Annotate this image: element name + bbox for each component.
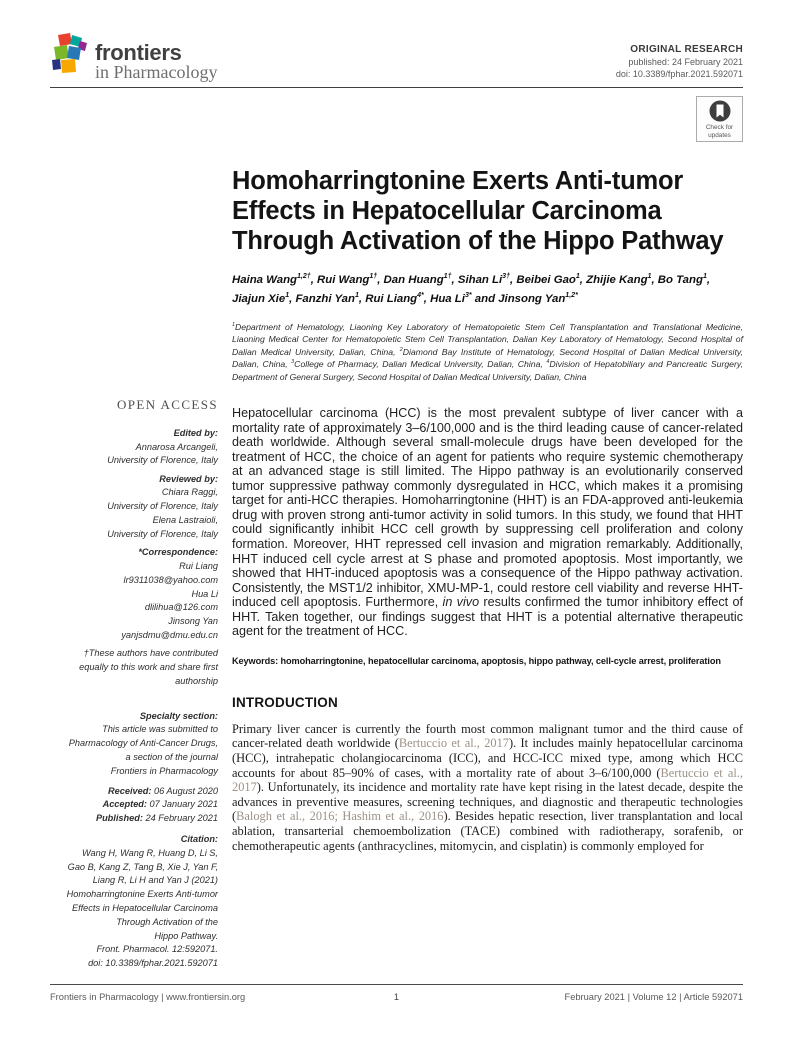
equal-contribution-block: †These authors have contributed equally to this work and share first authorship (79, 648, 218, 686)
author-name: Rui Liang (365, 293, 418, 305)
page-number: 1 (393, 992, 400, 1002)
header-meta (616, 44, 743, 79)
author-name: Zhijie Kang (586, 274, 648, 286)
article-body (232, 166, 743, 853)
footer-journal-name: Frontiers in Pharmacology | (50, 992, 167, 1002)
journal-name: frontiers (95, 40, 182, 65)
specialty-block: Specialty section: This article was submitted to Pharmacology of Anti-Cancer Drugs, a section of the journal Frontiers in Pharmacology (68, 710, 218, 776)
doi-link[interactable]: doi: 10.3389/fphar.2021.592071 (615, 69, 743, 79)
header-divider (50, 87, 743, 88)
footer-divider (50, 984, 743, 985)
sidebar-blocks (50, 427, 218, 971)
author-name: Sihan Li (457, 274, 503, 286)
page-title: Homoharringtonine Exerts Anti-tumor Effects in Hepatocellular Carcinoma Through Activation of the Hippo Pathway (232, 167, 724, 255)
author-name: Fanzhi Yan (295, 293, 355, 305)
article-type-label: ORIGINAL RESEARCH (630, 44, 743, 55)
introduction-heading: INTRODUCTION (232, 694, 338, 710)
abstract-text: Hepatocellular carcinoma (HCC) is the most prevalent subtype of liver cancer with a mortality rate of approximately 3–6/100,000 and is the third leading cause of cancer-related death worldwide. Although several small-molecule drugs have been developed for the treatment of HCC, the choice of an agent for patients who require systemic chemotherapy at an advanced stage is still limited. The Hippo pathway is an evolutionarily conserved tumor suppressive pathway commonly dysregulated in HCC, which makes it a promising target for anti-HCC therapies. Homoharringtonine (HHT) is an FDA-approved anti-leukemia drug with proven strong anti-tumor activity in solid tumors. In this study, we found that HHT could significantly inhibit HCC cell growth by suppressing cell proliferation and colony formation. Moreover, HHT repressed cell invasion and migration remarkably. Additionally, HHT induced cell cycle arrest at S phase and promoted apoptosis. Most importantly, we showed that HHT-induced apoptosis was a consequence of the Hippo pathway activation. Consistently, the MST1/2 inhibitor, XMU-MP-1, could restore cell viability and reverse HHT-induced cell apoptosis. Furthermore, in vivo results confirmed the tumor inhibitory effect of HHT. Taken together, our findings suggest that HHT is a potential alternative therapeutic agent for the treatment of HCC. (232, 406, 744, 639)
frontiers-logo-icon (50, 33, 90, 79)
introduction-paragraph: Primary liver cancer is currently the fourth most common malignant tumor and the third cause of cancer-related death worldwide (Bertuccio et al., 2017). It includes mainly hepatocellular carcinoma (HCC), intrahepatic cholangiocarcinoma (ICC), and HCC-ICC mixed type, among which HCC accounts for about 85–90% of cases, with a mortality rate of about 3–6/100,000 (Bertuccio et al., 2017). Unfortunately, its incidence and mortality rate have kept rising in the latest decade, despite the advances in preventive measures, screening techniques, and diagnostic and therapeutic technologies (Balogh et al., 2016; Hashim et al., 2016). Besides hepatic resection, liver transplantation and local ablation, transarterial chemoembolization (TACE) combined with radiotherapy, sorafenib, or chemotherapeutic agents (anthracyclines, mitomycin, and cisplatin) is commonly employed for (232, 721, 743, 853)
author-name: Beibei Gao (516, 274, 576, 286)
affiliations: $^1$Department of Hematology, Liaoning Key Laboratory of Hematopoietic Stem Cell Transplantation and Translational Medicine, Liaoning Medical Center for Hematopoietic Stem Cell Transplantation, Dalian Key Laboratory of Hematology, Second Hospital of Dalian Medical University, Dalian, China, $^2$Diamond Bay Institute of Hematology, Second Hospital of Dalian Medical University, Dalian, China, $^3$College of Pharmacy, Dalian Medical University, Dalian, China, $^4$Division of Hepatobiliary and Pancreatic Surgery, Department of General Surgery, Second Hospital of Dalian Medical University, Dalian, China (232, 322, 744, 382)
check-for-updates-badge[interactable] (696, 96, 743, 142)
correspondence-email[interactable]: lr9311038@yahoo.com (123, 574, 218, 585)
journal-subtitle: in Pharmacology (95, 62, 218, 82)
footer (50, 992, 743, 1002)
footer-issue-line: February 2021 | Volume 12 | Article 592071 (564, 992, 743, 1002)
article-info-sidebar (50, 398, 218, 971)
keywords-line: Keywords: homoharringtonine, hepatocellular carcinoma, apoptosis, hippo pathway, cell-cycle arrest, proliferation (232, 655, 721, 666)
author-name: Rui Wang (317, 274, 370, 286)
author-name: Jiajun Xie (232, 293, 286, 305)
dates-block: Received: 06 August 2020 Accepted: 07 January 2021 Published: 24 February 2021 (95, 785, 218, 824)
author-list: Haina Wang$^{1,2\dagger}$, Rui Wang$^{1\dagger}$, Dan Huang$^{1\dagger}$, Sihan $Li^{3\dagger}$, Beibei Gao$^1$, Zhijie Kang$^1$, Bo Tang$^1$, Jiajun Xie$^1$, Fanzhi Yan$^1$, Rui Liang$^{4*}$, Hua $Li^{3*}$ and Jinsong Yan$^{1,2*}$ (232, 273, 711, 305)
footer-journal-line (50, 992, 281, 1002)
open-access-label: OPEN ACCESS (116, 397, 218, 412)
author-name: Jinsong Yan (498, 293, 566, 305)
correspondence-block: *Correspondence: Rui Liang lr9311038@yahoo.com Hua Li dlilihua@126.com Jinsong Yan yanjsdmu@dmu.edu.cn (50, 546, 218, 643)
author-name: Haina Wang (232, 274, 297, 286)
check-for-updates-label: Check for updates (705, 124, 734, 139)
correspondence-email[interactable]: dlilihua@126.com (144, 602, 218, 613)
citation-block: Citation: Wang H, Wang R, Huang D, Li S, Gao B, Kang Z, Tang B, Xie J, Yan F, Liang R, Li H and Yan J (2021) Homoharringtonine Exerts Anti-tumor Effects in Hepatocellular Carcinoma Through Activation of the Hippo Pathway. Front. Pharmacol. 12:592071. doi: 10.3389/fphar.2021.592071 (66, 834, 218, 969)
correspondence-email[interactable]: yanjsdmu@dmu.edu.cn (121, 629, 218, 640)
author-name: Hua Li (430, 293, 465, 305)
edited-by-block: Edited by: Annarosa Arcangeli, University of Florence, Italy (107, 427, 218, 466)
author-name: Bo Tang (657, 274, 703, 286)
frontiersin-link[interactable]: www.frontiersin.org (166, 992, 246, 1002)
reviewed-by-block: Reviewed by: Chiara Raggi, University of Florence, Italy Elena Lastraioli, University of Florence, Italy (107, 473, 218, 539)
author-name: Dan Huang (383, 274, 444, 286)
published-date-line: published: 24 February 2021 (628, 57, 743, 67)
crossmark-icon (708, 99, 732, 123)
